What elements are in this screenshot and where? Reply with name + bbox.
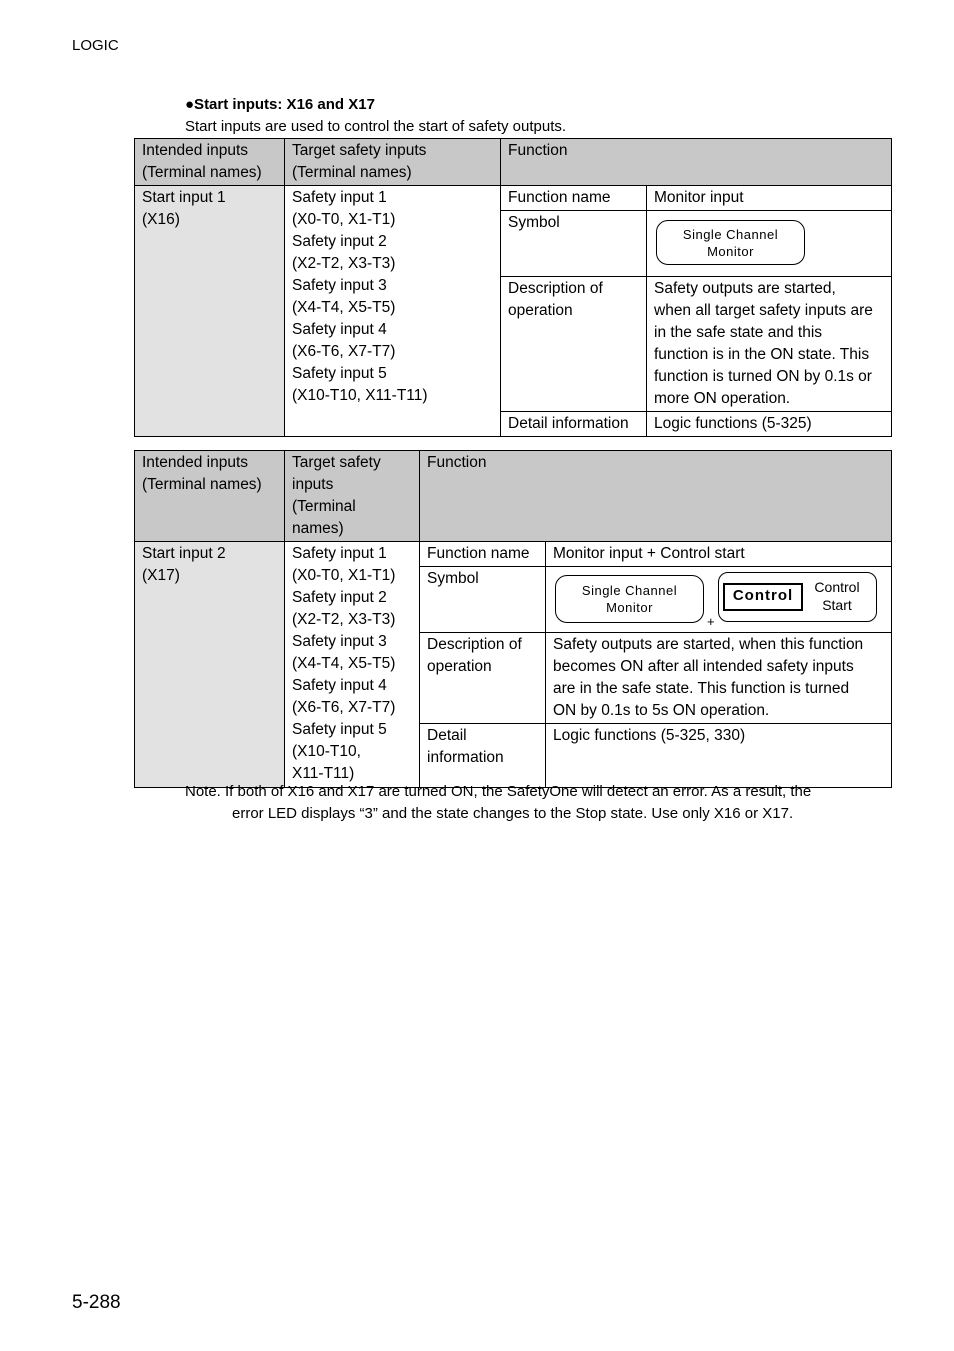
section-title: ●Start inputs: X16 and X17 [185, 96, 375, 113]
target-safety-inputs-list: Safety input 1 (X0-T0, X1-T1) Safety input 2 (X2-T2, X3-T3) Safety input 3 (X4-T4, X5-T5) Safety input 4 (X6-T6, X7-T7) Safety input 5 (X10-T10, X11-T11) [285, 542, 420, 788]
detail-information-label: Detail information [420, 724, 546, 788]
target-safety-inputs-list: Safety input 1 (X0-T0, X1-T1) Safety input 2 (X2-T2, X3-T3) Safety input 3 (X4-T4, X5-T5) Safety input 4 (X6-T6, X7-T7) Safety input 5 (X10-T10, X11-T11) [285, 186, 501, 437]
symbol-label: Symbol [420, 567, 546, 633]
header-target-safety-inputs: Target safety inputs (Terminal names) [285, 451, 420, 542]
section-intro: Start inputs are used to control the start of safety outputs. [185, 118, 567, 135]
header-section-label: LOGIC [72, 37, 119, 54]
function-name-label: Function name [420, 542, 546, 567]
single-channel-monitor-symbol: Single Channel Monitor [656, 220, 805, 265]
header-function: Function [501, 139, 892, 186]
page-number: 5-288 [72, 1292, 121, 1313]
symbol-cell [546, 567, 892, 633]
function-name-label: Function name [501, 186, 647, 211]
note-line-1: Note. If both of X16 and X17 are turned ON, the SafetyOne will detect an error. As a result, the [185, 783, 812, 800]
start-input-1-table [134, 138, 892, 437]
description-value: Safety outputs are started, when all target safety inputs are in the safe state and this function is in the ON state. This function is turned ON by 0.1s or more ON operation. [647, 277, 892, 412]
detail-information-value: Logic functions (5-325, 330) [546, 724, 892, 788]
description-value: Safety outputs are started, when this function becomes ON after all intended safety inputs are in the safe state. This function is turned ON by 0.1s to 5s ON operation. [546, 633, 892, 724]
note-line-2: error LED displays “3” and the state changes to the Stop state. Use only X16 or X17. [232, 805, 794, 822]
detail-information-value: Logic functions (5-325) [647, 412, 892, 437]
single-channel-monitor-symbol: Single Channel Monitor [555, 575, 704, 623]
symbol-label: Symbol [501, 211, 647, 277]
header-target-safety-inputs: Target safety inputs (Terminal names) [285, 139, 501, 186]
header-intended-inputs: Intended inputs (Terminal names) [135, 451, 285, 542]
intended-input-cell: Start input 2 (X17) [135, 542, 285, 788]
symbol-cell [647, 211, 892, 277]
control-start-label: Control Start [814, 579, 860, 613]
control-box: Control [723, 583, 803, 611]
plus-sign: + [707, 614, 715, 629]
description-label: Description of operation [420, 633, 546, 724]
function-name-value: Monitor input + Control start [546, 542, 892, 567]
function-name-value: Monitor input [647, 186, 892, 211]
start-input-2-table [134, 450, 892, 788]
intended-input-cell: Start input 1 (X16) [135, 186, 285, 437]
detail-information-label: Detail information [501, 412, 647, 437]
description-label: Description of operation [501, 277, 647, 412]
header-intended-inputs: Intended inputs (Terminal names) [135, 139, 285, 186]
header-function: Function [420, 451, 892, 542]
